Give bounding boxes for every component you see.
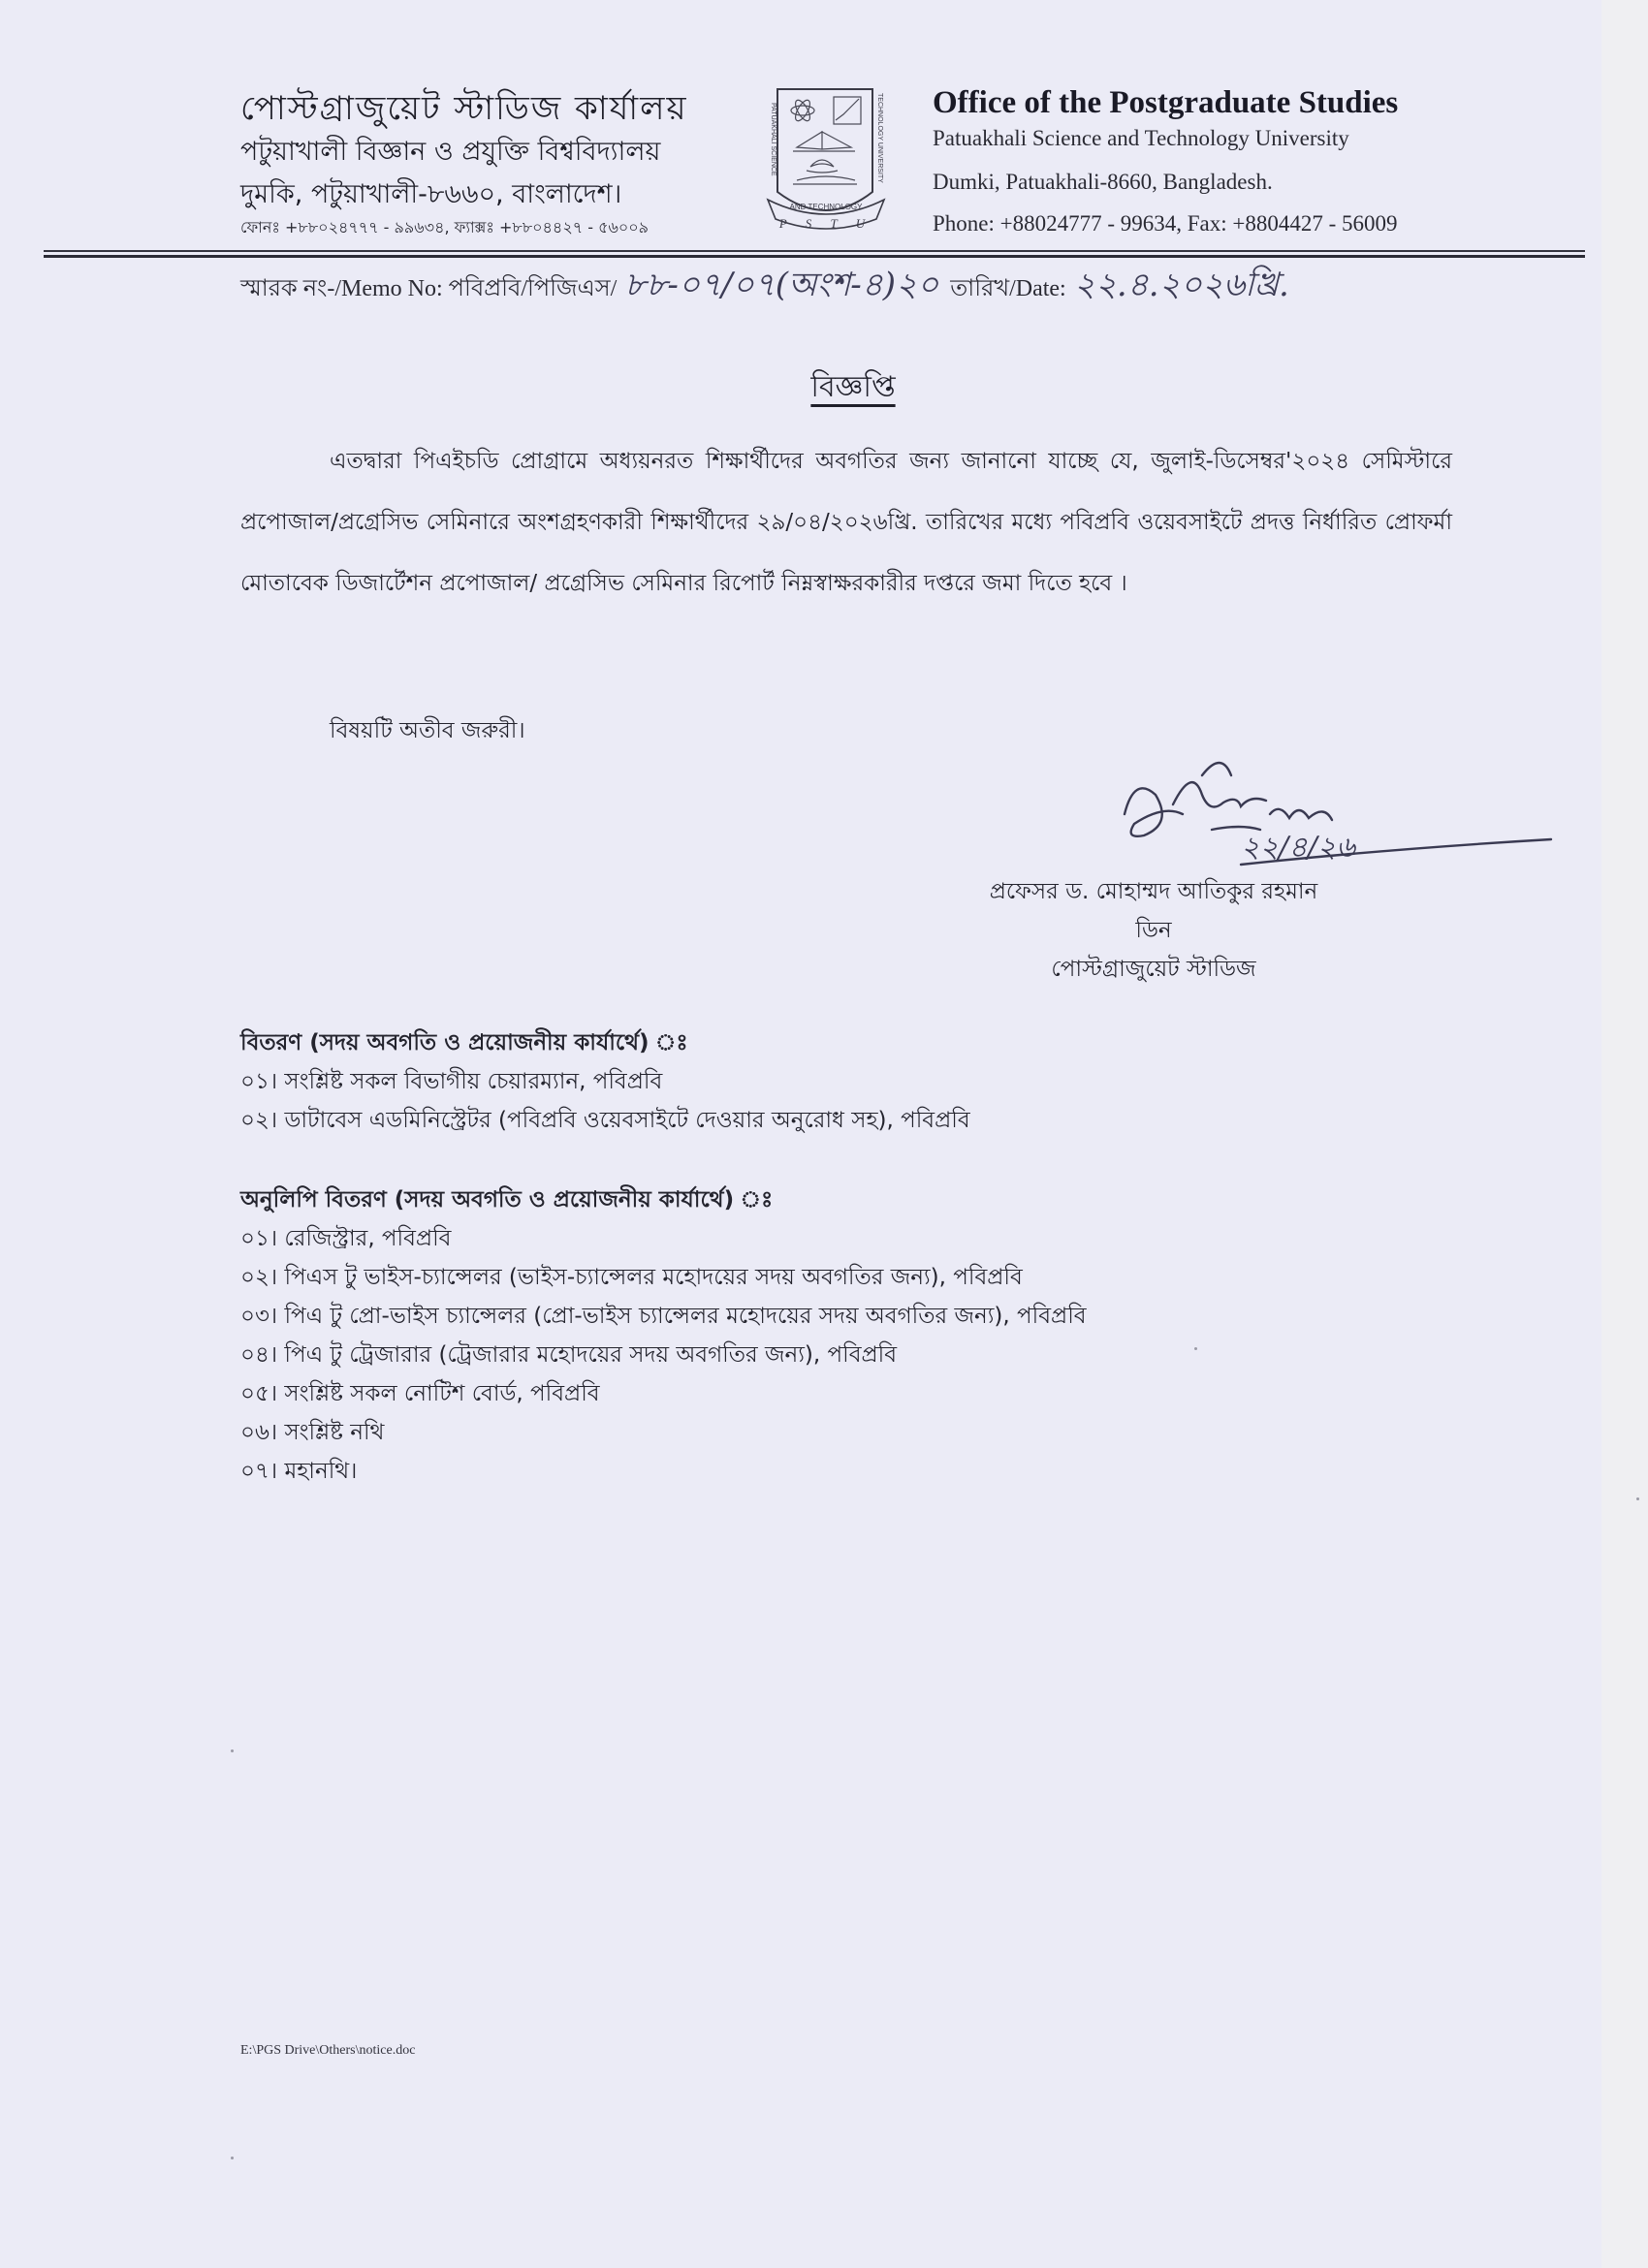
logo-ribbon-text: P S T U <box>778 216 873 231</box>
distribution-section <box>240 1024 1307 1140</box>
distribution-item: ০২। ডাটাবেস এডমিনিস্ট্রেটর (পবিপ্রবি ওয়েবসাইটে দেওয়ার অনুরোধ সহ), পবিপ্রবি <box>240 1108 970 1133</box>
memo-label: স্মারক নং-/Memo No: পবিপ্রবি/পিজিএস/ <box>240 276 618 301</box>
address-bengali: দুমকি, পটুয়াখালী-৮৬৬০, বাংলাদেশ। <box>240 179 622 209</box>
copy-distribution-item: ০৫। সংশ্লিষ্ট সকল নোটিশ বোর্ড, পবিপ্রবি <box>240 1381 600 1406</box>
signatory-designation: ডিন <box>1135 918 1172 943</box>
logo-arc-text: AND TECHNOLOGY <box>789 203 863 211</box>
date-handwritten: ২২.৪.২০২৬খ্রি. <box>1073 266 1289 304</box>
copy-distribution-item: ০৩। পিএ টু প্রো-ভাইস চ্যান্সেলর (প্রো-ভাইস চ্যান্সেলর মহোদয়ের সদয় অবগতির জন্য), পবিপ্রবি <box>240 1304 1087 1329</box>
signatory-name: প্রফেসর ড. মোহাম্মদ আতিকুর রহমান <box>989 879 1318 904</box>
university-name-bengali: পটুয়াখালী বিজ্ঞান ও প্রযুক্তি বিশ্ববিদ্যালয় <box>240 137 661 167</box>
copy-distribution-item: ০৬। সংশ্লিষ্ট নথি <box>240 1420 385 1445</box>
university-name-english: Patuakhali Science and Technology University <box>933 126 1349 150</box>
office-name-english: Office of the Postgraduate Studies <box>933 85 1399 120</box>
footer-file-path: E:\PGS Drive\Others\notice.doc <box>240 2043 416 2058</box>
copy-distribution-item: ০৭। মহানথি। <box>240 1459 358 1484</box>
distribution-heading: বিতরণ (সদয় অবগতি ও প্রয়োজনীয় কার্যার্থে) ঃ <box>240 1030 688 1055</box>
header-divider-thick <box>44 255 1585 258</box>
signatory-block <box>969 872 1338 989</box>
memo-number-handwritten: ৮৮-০৭/০৭(অংশ-৪)২০ <box>624 266 939 304</box>
notice-title: বিজ্ঞপ্তি <box>810 370 896 404</box>
office-name-bengali: পোস্টগ্রাজুয়েট স্টাডিজ কার্যালয় <box>240 89 688 128</box>
svg-text:TECHNOLOGY UNIVERSITY: TECHNOLOGY UNIVERSITY <box>876 93 883 183</box>
memo-row <box>240 260 1301 308</box>
notice-body: এতদ্বারা পিএইচডি প্রোগ্রামে অধ্যয়নরত শিক্ষার্থীদের অবগতির জন্য জানানো যাচ্ছে যে, জুলাই-ডিসেম্বর'২০২৪ সেমিস্টারে প্রপোজাল/প্রগ্রেসিভ সেমিনারে অংশগ্রহণকারী শিক্ষার্থীদের ২৯/০৪/২০২৬খ্রি. তারিখের মধ্যে পবিপ্রবি ওয়েবসাইটে প্রদত্ত নির্ধারিত প্রোফর্মা মোতাবেক ডিজার্টেশন প্রপোজাল/ প্রগ্রেসিভ সেমিনার রিপোর্ট নিম্নস্বাক্ষরকারীর দপ্তরে জমা দিতে হবে । <box>240 449 1452 596</box>
distribution-item: ০১। সংশ্লিষ্ট সকল বিভাগীয় চেয়ারম্যান, পবিপ্রবি <box>240 1069 663 1094</box>
copy-distribution-heading: অনুলিপি বিতরণ (সদয় অবগতি ও প্রয়োজনীয় কার্যার্থে) ঃ <box>240 1187 774 1213</box>
contact-bengali: ফোনঃ +৮৮০২৪৭৭৭ - ৯৯৬৩৪, ফ্যাক্সঃ +৮৮০৪৪২৭ - ৫৬০০৯ <box>240 218 650 236</box>
signatory-office: পোস্টগ্রাজুয়েট স্টাডিজ <box>1051 957 1256 982</box>
contact-english: Phone: +88024777 - 99634, Fax: +8804427 - 56009 <box>933 211 1398 236</box>
signature-date-handwritten: ২২/৪/২৬ <box>1241 831 1355 865</box>
signature-icon <box>1095 756 1561 882</box>
scan-speck <box>1194 1347 1197 1350</box>
header-divider-thin <box>44 250 1585 252</box>
copy-distribution-section <box>240 1181 1307 1491</box>
copy-distribution-item: ০১। রেজিস্ট্রার, পবিপ্রবি <box>240 1226 452 1251</box>
copy-distribution-item: ০৪। পিএ টু ট্রেজারার (ট্রেজারার মহোদয়ের সদয় অবগতির জন্য), পবিপ্রবি <box>240 1342 898 1368</box>
copy-distribution-item: ০২। পিএস টু ভাইস-চ্যান্সেলর (ভাইস-চ্যান্সেলর মহোদয়ের সদয় অবগতির জন্য), পবিপ্রবি <box>240 1265 1023 1290</box>
scan-speck <box>231 1749 234 1752</box>
svg-text:PATUAKHALI SCIENCE: PATUAKHALI SCIENCE <box>770 103 776 176</box>
address-english: Dumki, Patuakhali-8660, Bangladesh. <box>933 170 1273 194</box>
date-label: তারিখ/Date: <box>950 276 1066 301</box>
scan-speck <box>1636 1497 1639 1500</box>
university-logo-icon <box>764 83 888 236</box>
urgency-note: বিষয়টি অতীব জরুরী। <box>330 718 525 743</box>
scan-edge-strip <box>1601 0 1648 2268</box>
scan-speck <box>231 2157 234 2159</box>
